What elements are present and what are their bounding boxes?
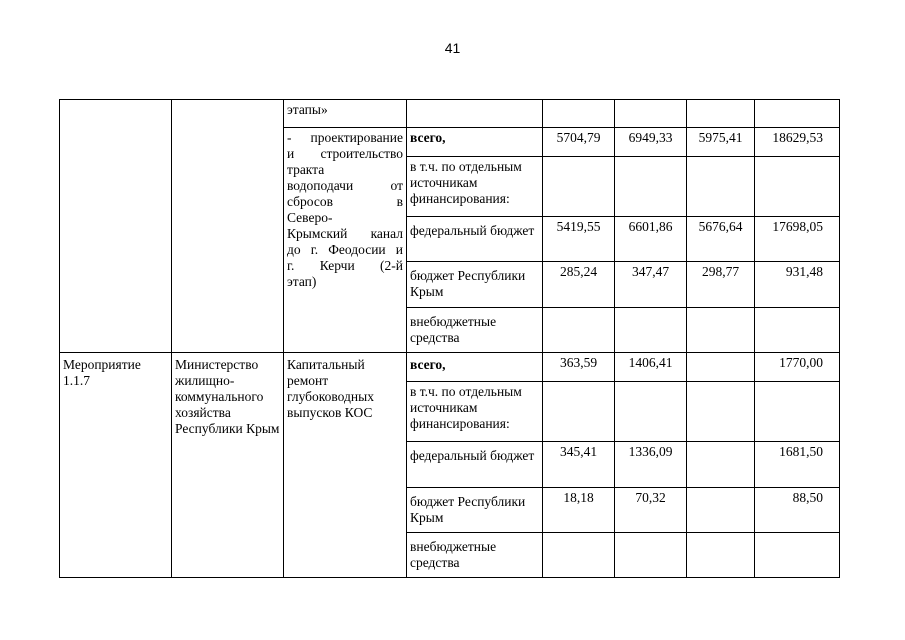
value-cell (755, 157, 840, 217)
project-line: этап) (287, 274, 317, 289)
republic-value: 347,47 (615, 262, 687, 308)
total-value (687, 353, 755, 382)
federal-label: федеральный бюджет (407, 442, 543, 488)
value-cell (687, 100, 755, 128)
project-line: до г. Феодосии и (287, 242, 403, 257)
republic-value (687, 488, 755, 533)
federal-value: 1681,50 (755, 442, 840, 488)
stage-cell: этапы» (284, 100, 407, 128)
federal-value: 6601,86 (615, 217, 687, 262)
total-value: 18629,53 (755, 128, 840, 157)
value-cell (543, 157, 615, 217)
total-value: 1406,41 (615, 353, 687, 382)
republic-label: бюджет Республики Крым (407, 488, 543, 533)
project-line: и строительство (287, 146, 403, 161)
value-cell (543, 382, 615, 442)
measure-cell (60, 100, 172, 353)
republic-value: 18,18 (543, 488, 615, 533)
project-line: Северо- (287, 210, 333, 225)
extra-label: внебюджетные средства (407, 308, 543, 353)
value-cell (755, 382, 840, 442)
republic-value: 285,24 (543, 262, 615, 308)
executor-cell: Министерство жилищно-коммунального хозяйства Республики Крым (172, 353, 284, 578)
project-line: водоподачи от (287, 178, 403, 193)
value-cell (687, 157, 755, 217)
federal-value: 345,41 (543, 442, 615, 488)
value-cell (687, 533, 755, 578)
project-name-cell (284, 128, 407, 353)
executor-cell (172, 100, 284, 353)
value-cell (755, 100, 840, 128)
measure-cell: Мероприятие 1.1.7 (60, 353, 172, 578)
value-cell (687, 382, 755, 442)
federal-label: федеральный бюджет (407, 217, 543, 262)
federal-value: 5419,55 (543, 217, 615, 262)
total-value: 5704,79 (543, 128, 615, 157)
project-line: сбросов в (287, 194, 403, 209)
funding-label (407, 100, 543, 128)
value-cell (615, 382, 687, 442)
project-line: Крымский канал (287, 226, 403, 241)
federal-value: 17698,05 (755, 217, 840, 262)
total-value: 363,59 (543, 353, 615, 382)
value-cell (615, 100, 687, 128)
value-cell (543, 308, 615, 353)
value-cell (615, 533, 687, 578)
extra-label: внебюджетные средства (407, 533, 543, 578)
project-name-cell: Капитальный ремонт глубоководных выпусков КОС (284, 353, 407, 578)
budget-table (59, 99, 840, 578)
table-row (60, 353, 840, 382)
value-cell (543, 100, 615, 128)
total-value: 1770,00 (755, 353, 840, 382)
value-cell (755, 308, 840, 353)
incl-label: в т.ч. по отдельным источникам финансирования: (407, 382, 543, 442)
page-number: 41 (444, 40, 461, 56)
republic-value: 298,77 (687, 262, 755, 308)
federal-value: 5676,64 (687, 217, 755, 262)
total-label: всего, (407, 128, 543, 157)
republic-value: 931,48 (755, 262, 840, 308)
federal-value: 1336,09 (615, 442, 687, 488)
republic-value: 70,32 (615, 488, 687, 533)
total-value: 6949,33 (615, 128, 687, 157)
table-row (60, 100, 840, 128)
value-cell (755, 533, 840, 578)
republic-label: бюджет Республики Крым (407, 262, 543, 308)
value-cell (615, 308, 687, 353)
federal-value (687, 442, 755, 488)
value-cell (543, 533, 615, 578)
total-value: 5975,41 (687, 128, 755, 157)
value-cell (615, 157, 687, 217)
project-line: тракта (287, 162, 325, 177)
incl-label: в т.ч. по отдельным источникам финансирования: (407, 157, 543, 217)
project-line: г. Керчи (2-й (287, 258, 403, 273)
total-label: всего, (407, 353, 543, 382)
project-line: - проектирование (287, 130, 403, 145)
value-cell (687, 308, 755, 353)
republic-value: 88,50 (755, 488, 840, 533)
